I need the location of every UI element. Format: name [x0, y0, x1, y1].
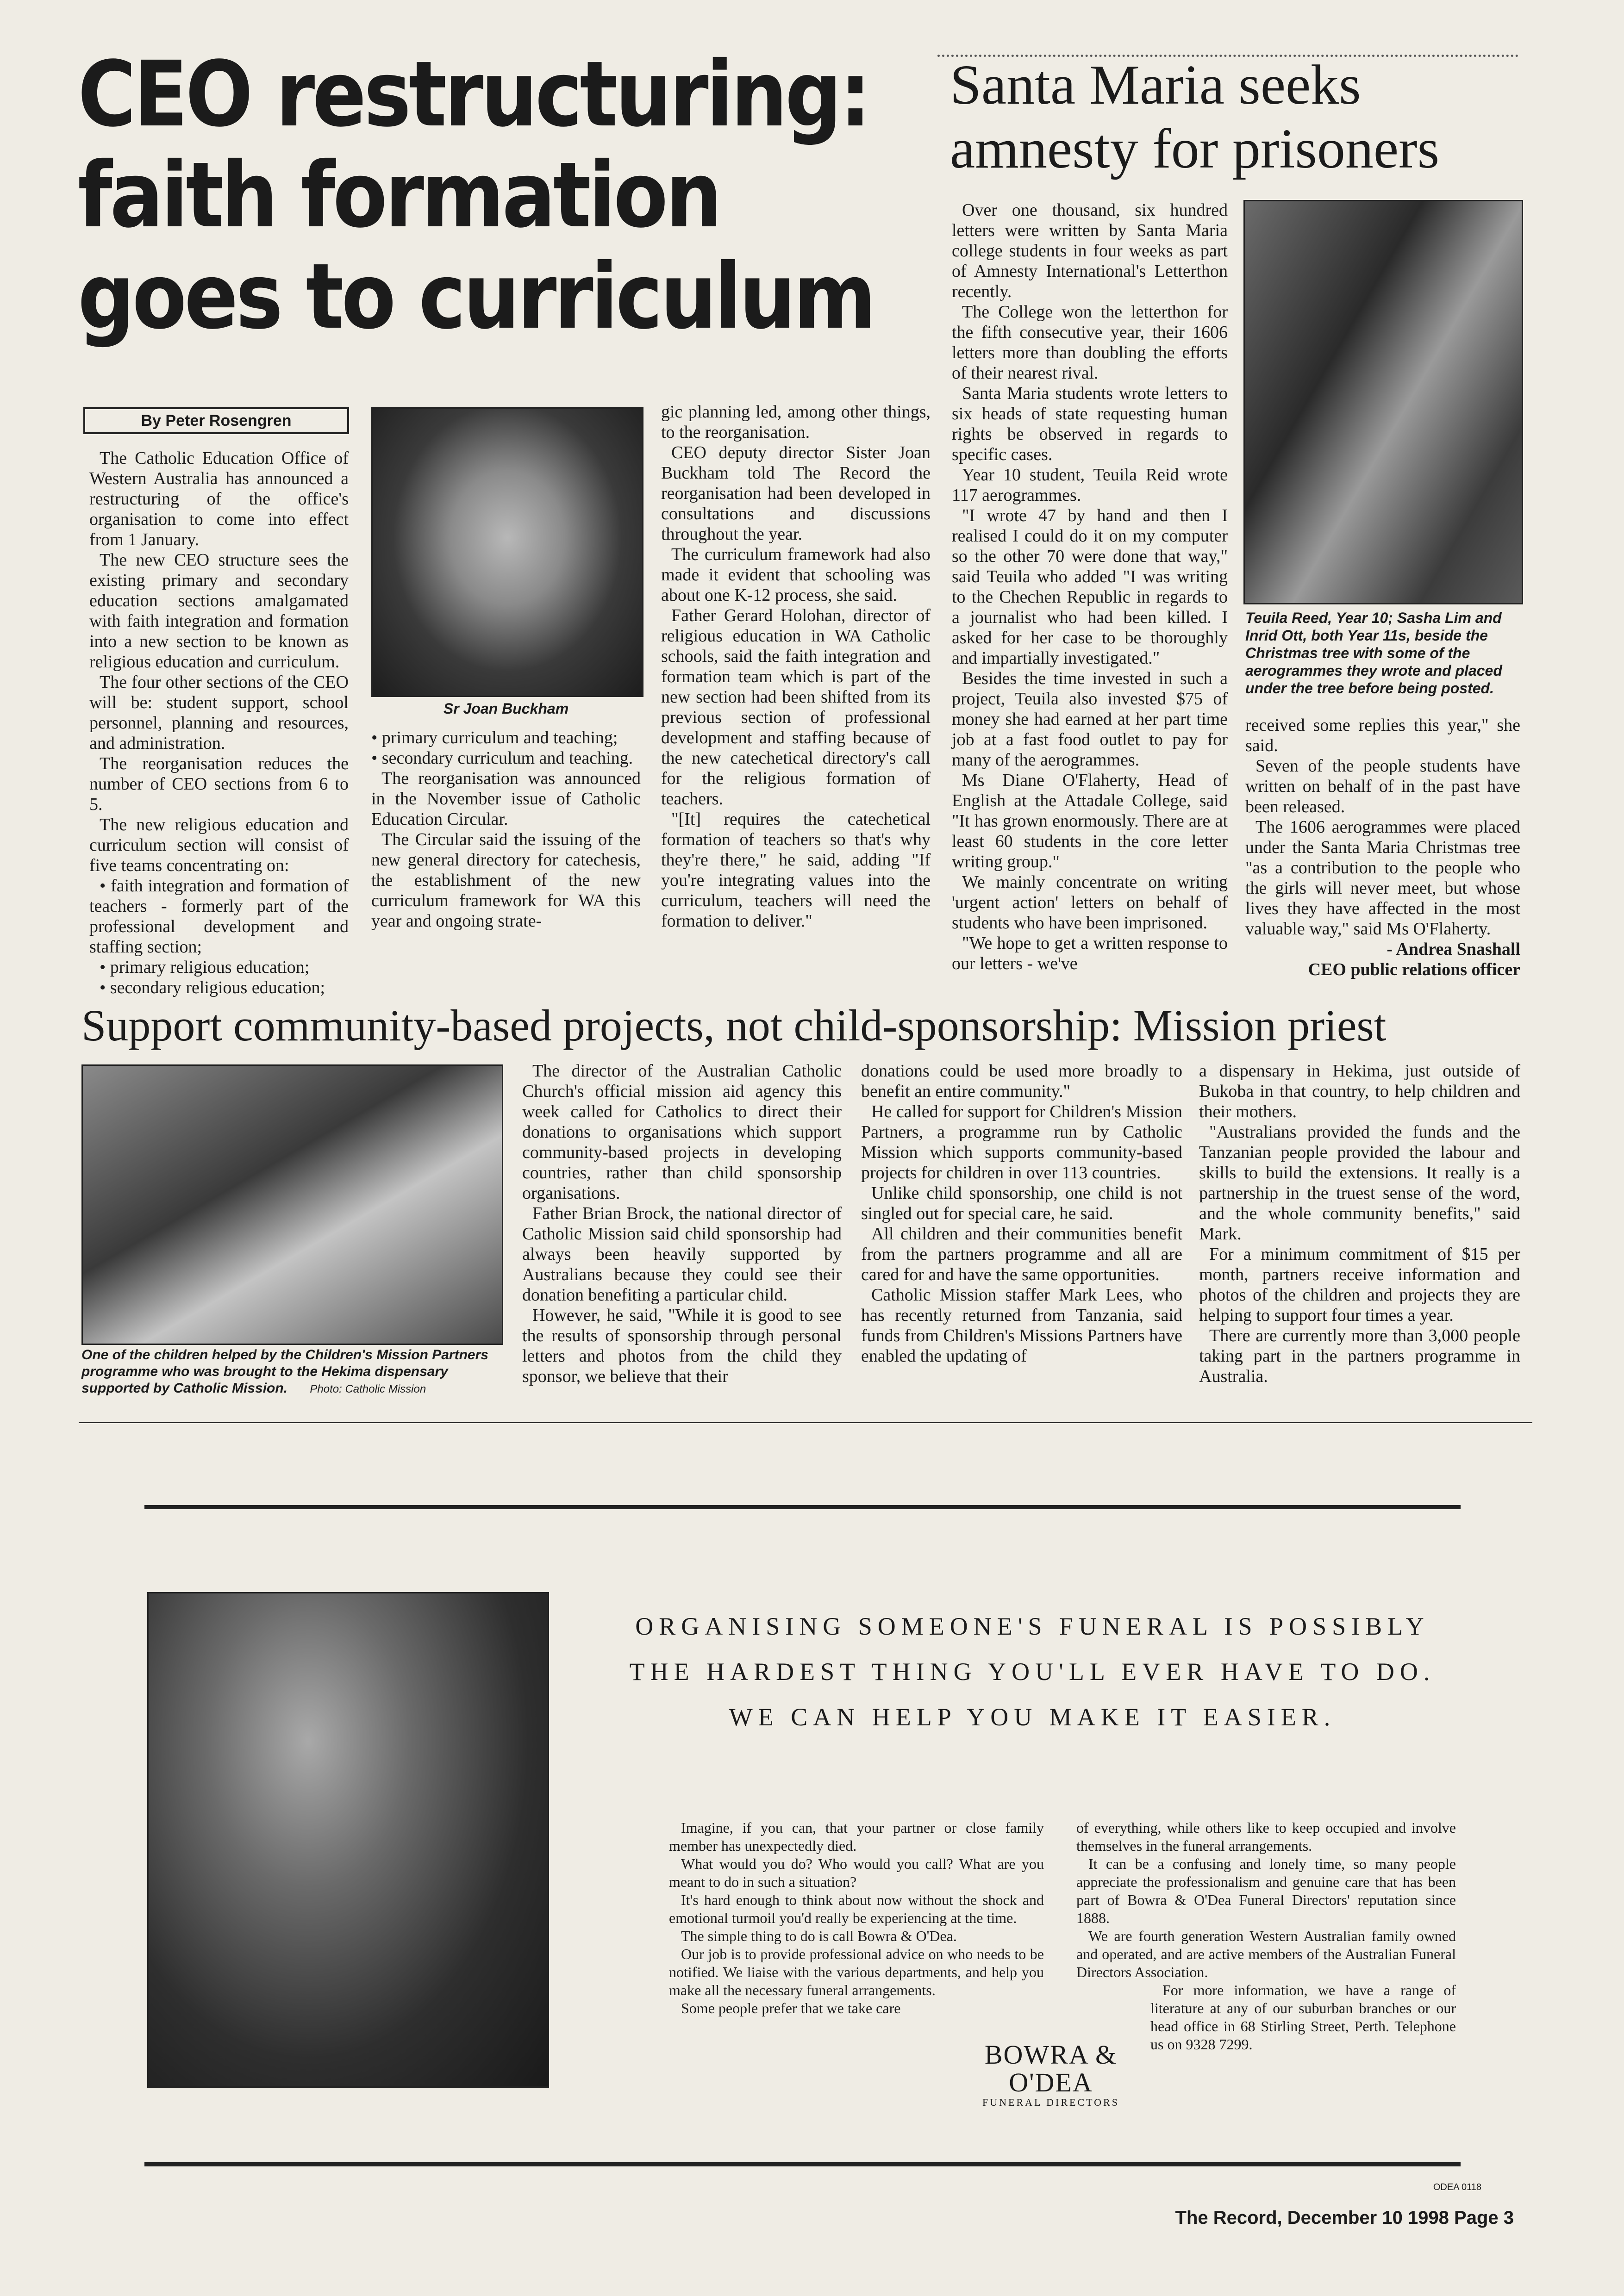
- story3-column-3: [1199, 1061, 1520, 1387]
- ad-photo-woman-on-phone: [147, 1592, 549, 2088]
- paragraph: The reorganisation reduces the number of CEO sections from 6 to 5.: [89, 754, 349, 814]
- paragraph: The 1606 aerogrammes were placed under the Santa Maria Christmas tree "as a contribution to the people who the girls will never meet, but whose lives they have affected in the most valuable way," said Ms O'Flaherty.: [1245, 817, 1520, 939]
- paragraph: The College won the letterthon for the fifth consecutive year, their 1606 letters more than doubling the efforts of their nearest rival.: [952, 302, 1228, 383]
- paragraph: However, he said, "While it is good to see the results of sponsorship through personal letters and photos from the child they sponsor, we believe that their: [522, 1306, 842, 1386]
- photo-santa-maria-students: [1243, 200, 1523, 604]
- paragraph: Seven of the people students have written on behalf of in the past have been released.: [1245, 756, 1520, 816]
- ad-column-1: [669, 1819, 1044, 2017]
- paragraph: CEO deputy director Sister Joan Buckham told The Record the reorganisation had been developed in consultations and discussions throughout the year.: [661, 443, 931, 544]
- section-divider: [79, 1422, 1532, 1423]
- paragraph: Our job is to provide professional advice on who needs to be notified. We liaise with the various departments, and help you make all the necessary funeral arrangements.: [669, 1946, 1044, 1998]
- headline-line: Santa Maria seeks: [950, 54, 1361, 116]
- paragraph: • primary religious education;: [100, 958, 310, 977]
- paragraph: gic planning led, among other things, to the reorganisation.: [661, 402, 931, 442]
- story3-column-1: [522, 1061, 842, 1387]
- logo-text: BOWRA & O'DEA: [984, 2040, 1118, 2097]
- photo-hekima-child: [81, 1064, 503, 1345]
- signoff-role: CEO public relations officer: [1308, 960, 1520, 979]
- paragraph: "Australians provided the funds and the Tanzanian people provided the labour and skills to build the extensions. It really is a partnership in the truest sense of the word, and the whole community benefits," said Mark.: [1199, 1122, 1520, 1244]
- paragraph: donations could be used more broadly to benefit an entire community.": [861, 1061, 1182, 1101]
- paragraph: The curriculum framework had also made it evident that schooling was about one K-12 process, she said.: [661, 545, 931, 605]
- paragraph: The simple thing to do is call Bowra & O'Dea.: [681, 1928, 957, 1944]
- ad-headline-line: THE HARDEST THING YOU'LL EVER HAVE TO DO.: [629, 1658, 1436, 1686]
- photo-caption: Sr Joan Buckham: [443, 700, 569, 717]
- story1-column-3: [661, 402, 931, 931]
- paragraph: The Circular said the issuing of the new general directory for catechesis, the establishment of the new curriculum framework for WA this year and ongoing strate-: [371, 830, 641, 931]
- paragraph: • faith integration and formation of teachers - formerly part of the professional development and staffing section;: [89, 876, 349, 957]
- ad-column-2: [1076, 1819, 1456, 2053]
- paragraph: "I wrote 47 by hand and then I realised I could do it on my computer so the other 70 were done that way," said Teuila who added "I was writing to the Chechen Republic in regards to a journalist who had been killed. I asked for her case to be thoroughly and impartially investigated.": [952, 506, 1228, 668]
- paragraph: Over one thousand, six hundred letters were written by Santa Maria college students in four weeks as part of Amnesty International's Letterthon recently.: [952, 200, 1228, 301]
- story2-column-1: [952, 200, 1228, 974]
- paragraph: Year 10 student, Teuila Reid wrote 117 aerogrammes.: [952, 465, 1228, 505]
- paragraph: The Catholic Education Office of Western Australia has announced a restructuring of the office's organisation to come into effect from 1 January.: [89, 448, 349, 549]
- ad-headline-line: ORGANISING SOMEONE'S FUNERAL IS POSSIBLY: [635, 1612, 1430, 1640]
- story1-headline: [78, 44, 930, 347]
- paragraph: Ms Diane O'Flaherty, Head of English at the Attadale College, said "It has grown enormously. There are at least 60 students in the core letter writing group.": [952, 771, 1228, 871]
- story2-headline: [950, 53, 1529, 181]
- bowra-odea-logo: [954, 2041, 1148, 2109]
- headline-line: CEO restructuring:: [78, 42, 869, 147]
- paragraph: Santa Maria students wrote letters to six heads of state requesting human rights be observed in regards to specific cases.: [952, 384, 1228, 464]
- paragraph: The reorganisation was announced in the November issue of Catholic Education Circular.: [371, 769, 641, 829]
- paragraph: Catholic Mission staffer Mark Lees, who has recently returned from Tanzania, said funds from Children's Missions Partners have enabled the updating of: [861, 1285, 1182, 1366]
- ad-headline: [602, 1604, 1463, 1740]
- story2-column-2: [1245, 715, 1520, 980]
- ad-headline-line: WE CAN HELP YOU MAKE IT EASIER.: [729, 1703, 1336, 1731]
- paragraph: • primary curriculum and teaching;: [371, 728, 618, 747]
- paragraph: "We hope to get a written response to our letters - we've: [952, 933, 1228, 973]
- paragraph: Father Brian Brock, the national director of Catholic Mission said child sponsorship had always been heavily supported by Australians because they could see their donation benefiting a particular child.: [522, 1204, 842, 1305]
- ad-bottom-rule: [144, 2162, 1461, 2166]
- story3-headline: Support community-based projects, not child-sponsorship: Mission priest: [81, 1001, 1387, 1050]
- paragraph: • secondary curriculum and teaching.: [371, 748, 633, 768]
- story1-column-1: [89, 448, 349, 998]
- headline-line: goes to curriculum: [78, 243, 874, 349]
- paragraph: It's hard enough to think about now without the shock and emotional turmoil you'd really be experiencing at the time.: [669, 1892, 1044, 1926]
- photo-caption: Teuila Reed, Year 10; Sasha Lim and Inrid Ott, both Year 11s, beside the Christmas tree with some of the aerogrammes they wrote and placed under the tree before being posted.: [1245, 610, 1502, 697]
- caption-text: One of the children helped by the Children's Mission Partners programme who was brought to the Hekima dispensary supported by Catholic Mission.: [81, 1347, 488, 1396]
- paragraph: Unlike child sponsorship, one child is not singled out for special care, he said.: [861, 1183, 1182, 1223]
- paragraph: For more information, we have a range of literature at any of our suburban branches or our head office in 68 Stirling Street, Perth. Telephone us on 9328 7299.: [1150, 1982, 1456, 2053]
- paragraph: What would you do? Who would you call? What are you meant to do in such a situation?: [669, 1855, 1044, 1890]
- byline: By Peter Rosengren: [83, 407, 349, 434]
- story3-column-2: [861, 1061, 1182, 1366]
- logo-subtitle: FUNERAL DIRECTORS: [982, 2097, 1119, 2108]
- headline-line: amnesty for prisoners: [950, 118, 1440, 180]
- ad-code: ODEA 0118: [1433, 2182, 1481, 2192]
- paragraph: It can be a confusing and lonely time, so many people appreciate the professionalism and genuine care that has been part of Bowra & O'Dea Funeral Directors' reputation since 1888.: [1076, 1855, 1456, 1926]
- paragraph: Father Gerard Holohan, director of religious education in WA Catholic schools, said the faith integration and formation team which is part of the new section had been shifted from its previous section of professional development and staffing because of the new catechetical directory's call for the religious formation of teachers.: [661, 606, 931, 809]
- paragraph: of everything, while others like to keep occupied and involve themselves in the funeral arrangements.: [1076, 1819, 1456, 1854]
- paragraph: All children and their communities benefit from the partners programme and all are cared for and have the same opportunities.: [861, 1224, 1182, 1284]
- paragraph: The new CEO structure sees the existing primary and secondary education sections amalgamated with faith integration and formation into a new section to be known as religious education and curriculum.: [89, 550, 349, 672]
- paragraph: The four other sections of the CEO will be: student support, school personnel, planning and resources, and administration.: [89, 672, 349, 753]
- photo-credit: Photo: Catholic Mission: [310, 1383, 426, 1395]
- story1-column-2: [371, 728, 641, 931]
- paragraph: We mainly concentrate on writing 'urgent action' letters on behalf of students who have been imprisoned.: [952, 872, 1228, 933]
- paragraph: We are fourth generation Western Australian family owned and operated, and are active members of the Australian Funeral Directors Association.: [1076, 1928, 1456, 1980]
- paragraph: received some replies this year," she said.: [1245, 716, 1520, 755]
- paragraph: The new religious education and curriculum section will consist of five teams concentrating on:: [89, 815, 349, 875]
- paragraph: Some people prefer that we take care: [681, 2000, 901, 2016]
- signoff-name: - Andrea Snashall: [1387, 940, 1520, 959]
- paragraph: Besides the time invested in such a project, Teuila also invested $75 of money she had earned at her part time job at a fast food outlet to pay for many of the aerogrammes.: [952, 669, 1228, 770]
- paragraph: The director of the Australian Catholic Church's official mission aid agency this week called for Catholics to direct their donations to organisations which support community-based projects in developing countries, rather than child sponsorship organisations.: [522, 1061, 842, 1203]
- photo-joan-buckham: [371, 407, 643, 697]
- paragraph: "[It] requires the catechetical formation of teachers so that's why they're there," he said, adding "If you're integrating values into the curriculum, teachers will need the formation to deliver.": [661, 809, 931, 931]
- photo-caption: [81, 1347, 500, 1398]
- paragraph: There are currently more than 3,000 people taking part in the partners programme in Australia.: [1199, 1326, 1520, 1386]
- page-footer: The Record, December 10 1998 Page 3: [1175, 2208, 1514, 2228]
- paragraph: For a minimum commitment of $15 per month, partners receive information and photos of the children and projects they are helping to support four times a year.: [1199, 1244, 1520, 1325]
- paragraph: Imagine, if you can, that your partner or close family member has unexpectedly died.: [669, 1819, 1044, 1854]
- paragraph: He called for support for Children's Mission Partners, a programme run by Catholic Mission which supports community-based projects for children in over 113 countries.: [861, 1102, 1182, 1182]
- paragraph: a dispensary in Hekima, just outside of Bukoba in that country, to help children and their mothers.: [1199, 1061, 1520, 1121]
- paragraph: • secondary religious education;: [100, 978, 325, 997]
- headline-line: faith formation: [78, 143, 720, 248]
- ad-top-rule: [144, 1505, 1461, 1509]
